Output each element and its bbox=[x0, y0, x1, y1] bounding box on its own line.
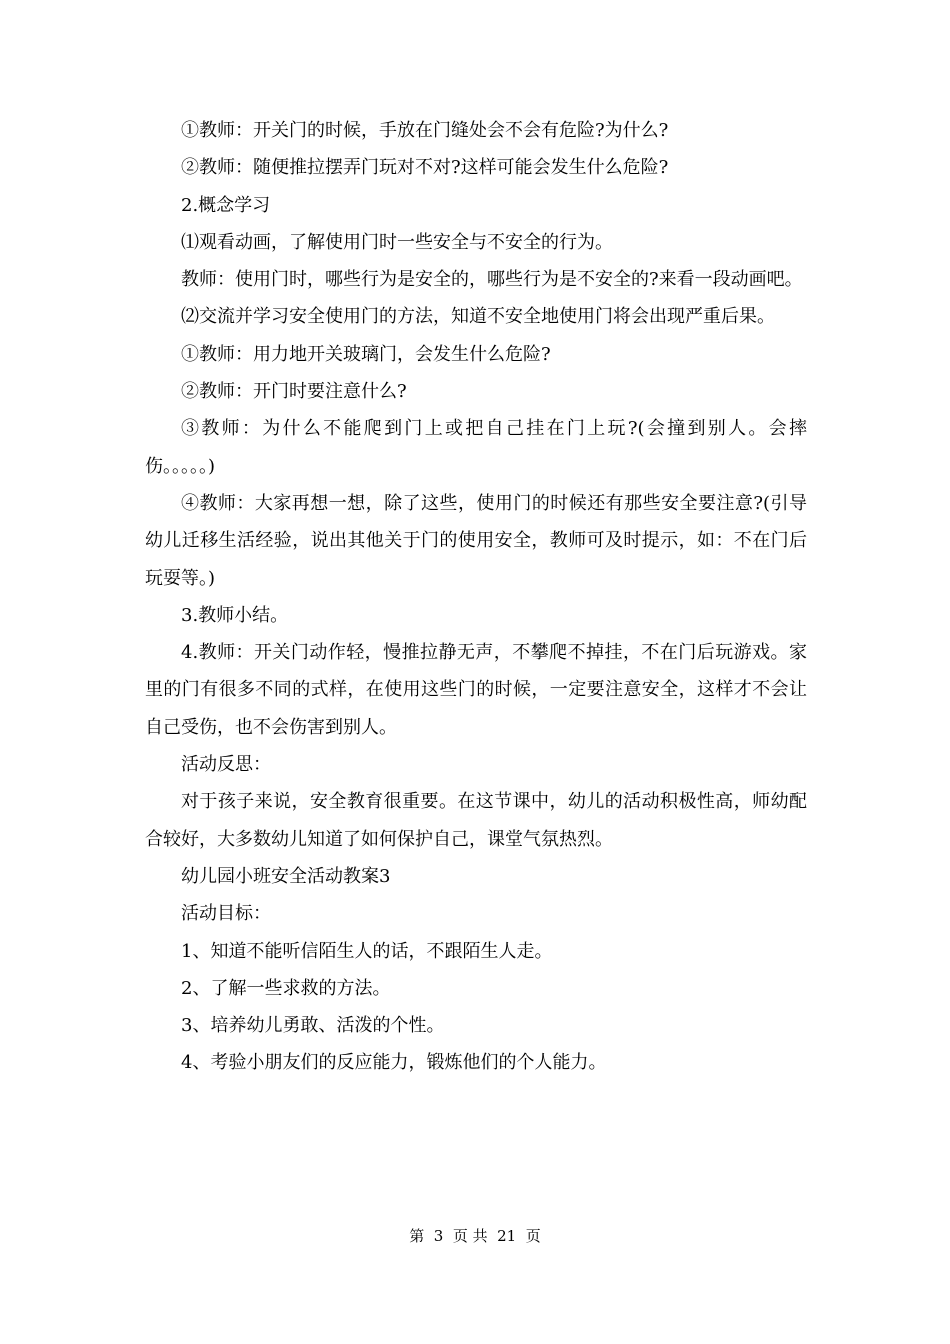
document-title: 幼儿园小班安全活动教案3 bbox=[181, 865, 391, 887]
section-heading: 活动目标： bbox=[181, 903, 271, 925]
list-item: 3、培养幼儿勇敢、活泼的个性。 bbox=[181, 1015, 445, 1037]
paragraph: 对于孩子来说，安全教育很重要。在这节课中，幼儿的活动积极性高，师幼配合较好，大多数幼儿知道了如何保护自己，课堂气氛热烈。 bbox=[145, 791, 807, 850]
paragraph: ⑵交流并学习安全使用门的方法，知道不安全地使用门将会出现严重后果。 bbox=[181, 306, 775, 328]
list-item: 4、考验小朋友们的反应能力，锻炼他们的个人能力。 bbox=[181, 1052, 607, 1074]
paragraph: ③教师：为什么不能爬到门上或把自己挂在门上玩?(会撞到别人。会摔伤。。。。。) bbox=[145, 418, 807, 477]
list-item: 1、知道不能听信陌生人的话，不跟陌生人走。 bbox=[181, 940, 553, 962]
section-heading: 活动反思： bbox=[181, 754, 271, 776]
list-item: 2、了解一些求救的方法。 bbox=[181, 977, 391, 999]
paragraph: 4.教师：开关门动作轻，慢推拉静无声，不攀爬不掉挂，不在门后玩游戏。家里的门有很多不同的式样，在使用这些门的时候，一定要注意安全，这样才不会让自己受伤，也不会伤害到别人。 bbox=[145, 642, 807, 738]
paragraph: ②教师：开门时要注意什么? bbox=[181, 381, 407, 403]
document-body bbox=[145, 112, 807, 1082]
page-footer: 第 3 页 共 21 页 bbox=[409, 1227, 541, 1245]
paragraph: ②教师：随便推拉摆弄门玩对不对?这样可能会发生什么危险? bbox=[181, 157, 669, 179]
section-heading: 3.教师小结。 bbox=[181, 604, 289, 626]
section-heading: 2.概念学习 bbox=[181, 194, 271, 216]
paragraph: ①教师：开关门的时候，手放在门缝处会不会有危险?为什么? bbox=[181, 120, 669, 141]
paragraph: ④教师：大家再想一想，除了这些，使用门的时候还有那些安全要注意?(引导幼儿迁移生活经验，说出其他关于门的使用安全，教师可及时提示，如：不在门后玩耍等。) bbox=[145, 492, 807, 589]
paragraph: ①教师：用力地开关玻璃门，会发生什么危险? bbox=[181, 343, 551, 365]
paragraph: ⑴观看动画，了解使用门时一些安全与不安全的行为。 bbox=[181, 231, 613, 253]
paragraph: 教师：使用门时，哪些行为是安全的，哪些行为是不安全的?来看一段动画吧。 bbox=[181, 269, 803, 291]
